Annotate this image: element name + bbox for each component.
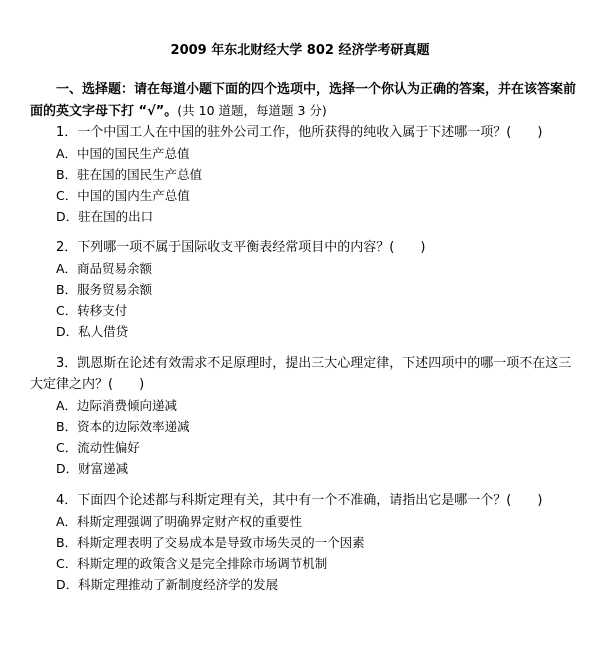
option-b: B．驻在国的国民生产总值 xyxy=(56,167,203,182)
section-instructions xyxy=(30,79,578,122)
question-stem: 2．下列哪一项不属于国际收支平衡表经常项目中的内容？( ) xyxy=(56,240,426,255)
option-c: C．流动性偏好 xyxy=(56,440,140,455)
option-b: B．资本的边际效率递减 xyxy=(56,419,190,434)
option-d: D．财富递减 xyxy=(56,461,129,476)
question-2 xyxy=(30,237,578,342)
question-3 xyxy=(30,353,578,479)
option-c: C．科斯定理的政策含义是完全排除市场调节机制 xyxy=(56,556,328,571)
option-a: A．边际消费倾向递减 xyxy=(56,398,178,413)
question-stem: 4．下面四个论述都与科斯定理有关，其中有一个不准确，请指出它是哪一个？( ) xyxy=(56,493,543,508)
option-a: A．科斯定理强调了明确界定财产权的重要性 xyxy=(56,514,303,529)
option-d: D．私人借贷 xyxy=(56,324,129,339)
option-c: C．中国的国内生产总值 xyxy=(56,188,190,203)
option-d: D．科斯定理推动了新制度经济学的发展 xyxy=(56,577,279,592)
option-b: B．服务贸易余额 xyxy=(56,282,153,297)
option-c: C．转移支付 xyxy=(56,303,128,318)
option-a: A．商品贸易余额 xyxy=(56,261,153,276)
option-a: A．中国的国民生产总值 xyxy=(56,146,190,161)
question-stem: 3．凯恩斯在论述有效需求不足原理时，提出三大心理定律，下述四项中的哪一项不在这三大定律之内？( ) xyxy=(30,356,572,392)
option-b: B．科斯定理表明了交易成本是导致市场失灵的一个因素 xyxy=(56,535,365,550)
section-note: (共 10 道题，每道题 3 分) xyxy=(177,103,327,118)
question-1 xyxy=(30,122,578,227)
question-stem: 1．一个中国工人在中国的驻外公司工作，他所获得的纯收入属于下述哪一项？( ) xyxy=(56,125,543,140)
option-d: D．驻在国的出口 xyxy=(56,209,154,224)
section-heading: 一、选择题：请在每道小题下面的四个选项中，选择一个你认为正确的答案，并在该答案前面的英文字母下打 “√”。 xyxy=(30,82,577,119)
document-title: 2009 年东北财经大学 802 经济学考研真题 xyxy=(170,43,430,58)
question-4 xyxy=(30,490,578,595)
